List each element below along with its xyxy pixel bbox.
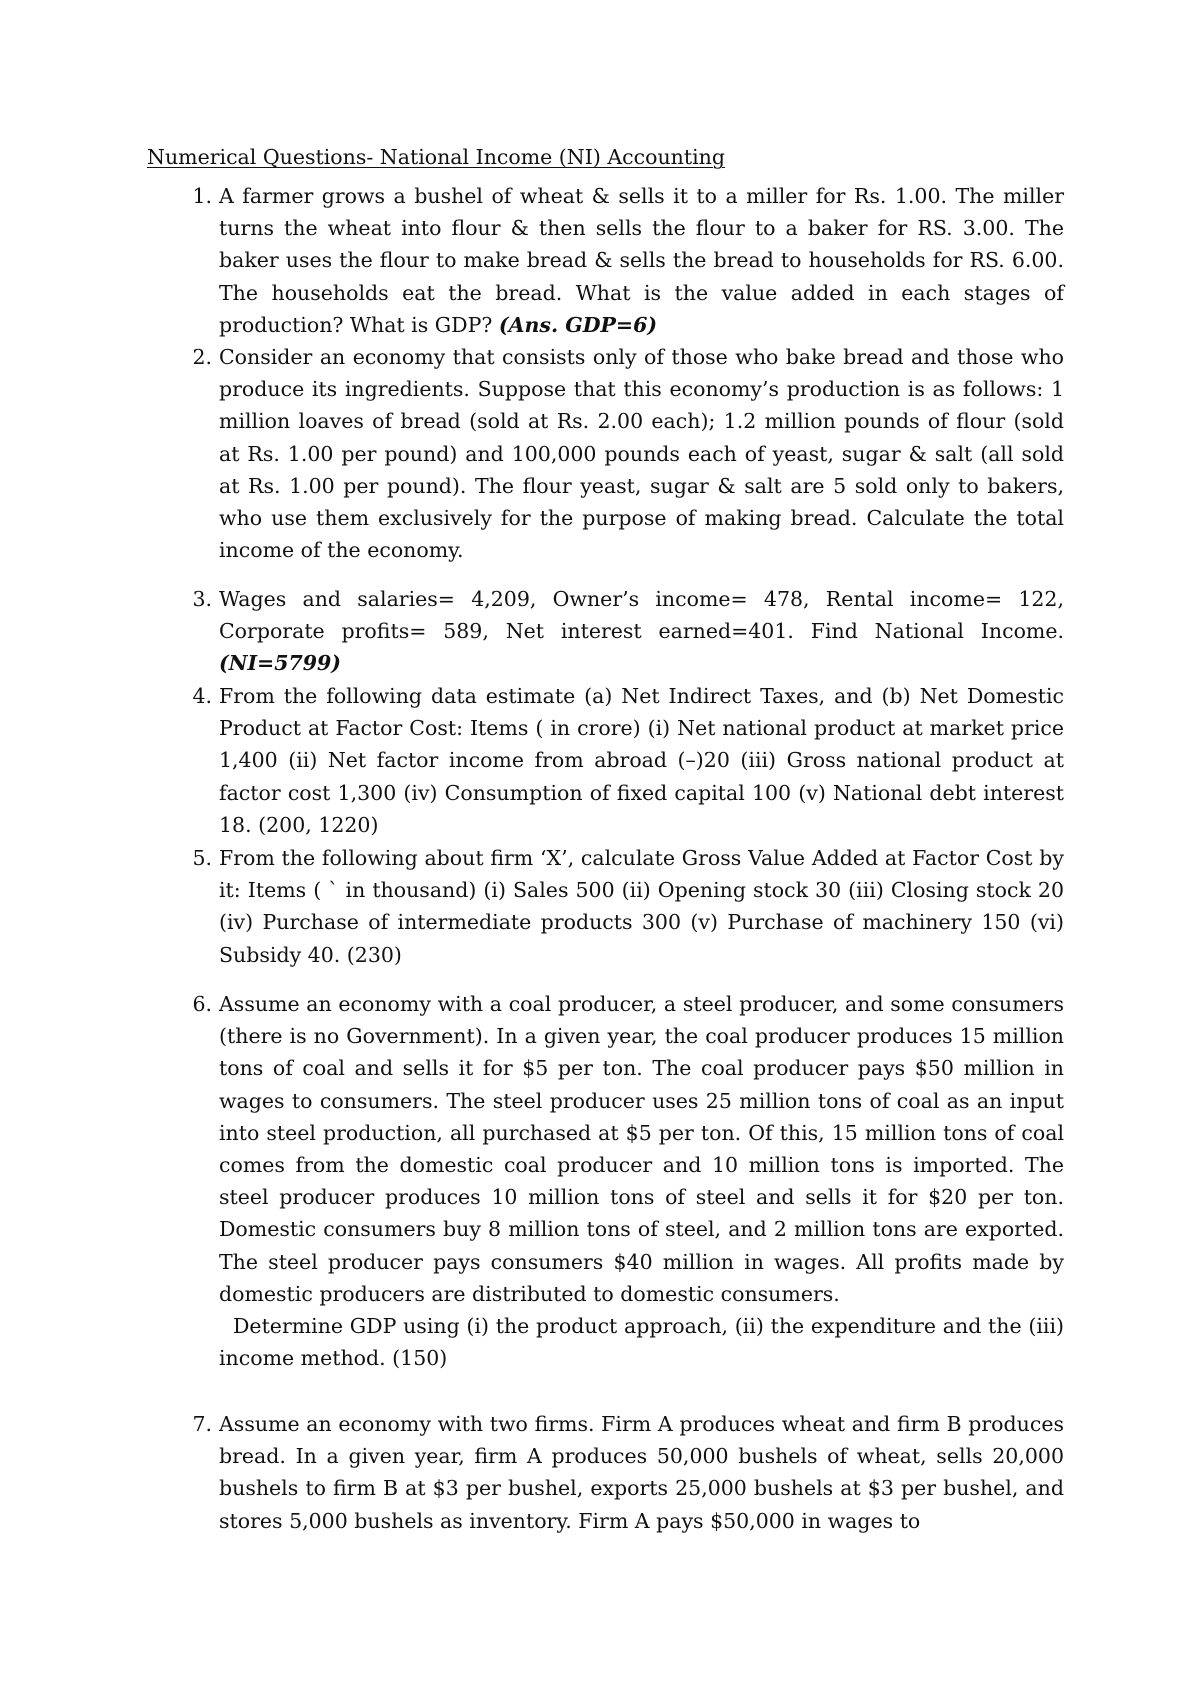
question-text [219,842,1064,971]
question-body: A farmer grows a bushel of wheat & sells it to a miller for Rs. 1.00. The miller turns the wheat into flour & then sells the flour to a baker for RS. 3.00. The baker uses the flour to make bread & sells the bread to households for RS. 6.00. The households eat the bread. What is the value added in each stages of production? What is GDP? [219,184,1064,337]
question-text [219,1408,1064,1537]
question-body: Assume an economy with a coal producer, a steel producer, and some consumers (there is no Government). In a given year, the coal producer produces 15 million tons of coal and sells it for $5 per ton. The coal producer pays $50 million in wages to consumers. The steel producer uses 25 million tons of coal as an input into steel production, all purchased at $5 per ton. Of this, 15 million tons of coal comes from the domestic coal producer and 10 million tons is imported. The steel producer produces 10 million tons of steel and sells it for $20 per ton. Domestic consumers buy 8 million tons of steel, and 2 million tons are exported. The steel producer pays consumers $40 million in wages. All profits made by domestic producers are distributed to domestic consumers. [219,992,1064,1306]
question-number: 4. [192,684,212,708]
question-number: 5. [192,846,212,870]
question-body: Wages and salaries= 4,209, Owner’s income= 478, Rental income= 122, Corporate profits= 589, Net interest earned=401. Find National Income. [219,587,1064,644]
question-body-continued: Determine GDP using (i) the product approach, (ii) the expenditure and the (iii) income method. (150) [219,1314,1064,1371]
question-number: 2. [192,345,212,369]
answer: (Ans. GDP=6) [498,312,658,337]
question-text [219,341,1064,566]
question-text [219,180,1064,341]
question-number: 7. [192,1412,212,1436]
question-text [219,583,1064,680]
question-number: 3. [192,587,212,611]
question-body: From the following about firm ‘X’, calculate Gross Value Added at Factor Cost by it: Items ( ` in thousand) (i) Sales 500 (ii) Opening stock 30 (iii) Closing stock 20 (iv) Purchase of intermediate products 300 (v) Purchase of machinery 150 (vi) Subsidy 40. (230) [219,846,1064,967]
document-title: Numerical Questions- National Income (NI) Accounting [147,145,725,169]
question-body: Assume an economy with two firms. Firm A produces wheat and firm B produces bread. In a given year, firm A produces 50,000 bushels of wheat, sells 20,000 bushels to firm B at $3 per bushel, exports 25,000 bushels at $3 per bushel, and stores 5,000 bushels as inventory. Firm A pays $50,000 in wages to [219,1412,1064,1533]
question-number: 1. [192,184,212,208]
question-body: From the following data estimate (a) Net Indirect Taxes, and (b) Net Domestic Product at Factor Cost: Items ( in crore) (i) Net national product at market price 1,400 (ii) Net factor income from abroad (–)20 (iii) Gross national product at factor cost 1,300 (iv) Consumption of fixed capital 100 (v) National debt interest 18. (200, 1220) [219,684,1064,837]
question-text [219,988,1064,1374]
question-body: Consider an economy that consists only of those who bake bread and those who produce its ingredients. Suppose that this economy’s production is as follows: 1 million loaves of bread (sold at Rs. 2.00 each); 1.2 million pounds of flour (sold at Rs. 1.00 per pound) and 100,000 pounds each of yeast, sugar & salt (all sold at Rs. 1.00 per pound). The flour yeast, sugar & salt are 5 sold only to bakers, who use them exclusively for the purpose of making bread. Calculate the total income of the economy. [219,345,1064,563]
answer: (NI=5799) [219,651,341,676]
question-number: 6. [192,992,212,1016]
question-text [219,680,1064,841]
